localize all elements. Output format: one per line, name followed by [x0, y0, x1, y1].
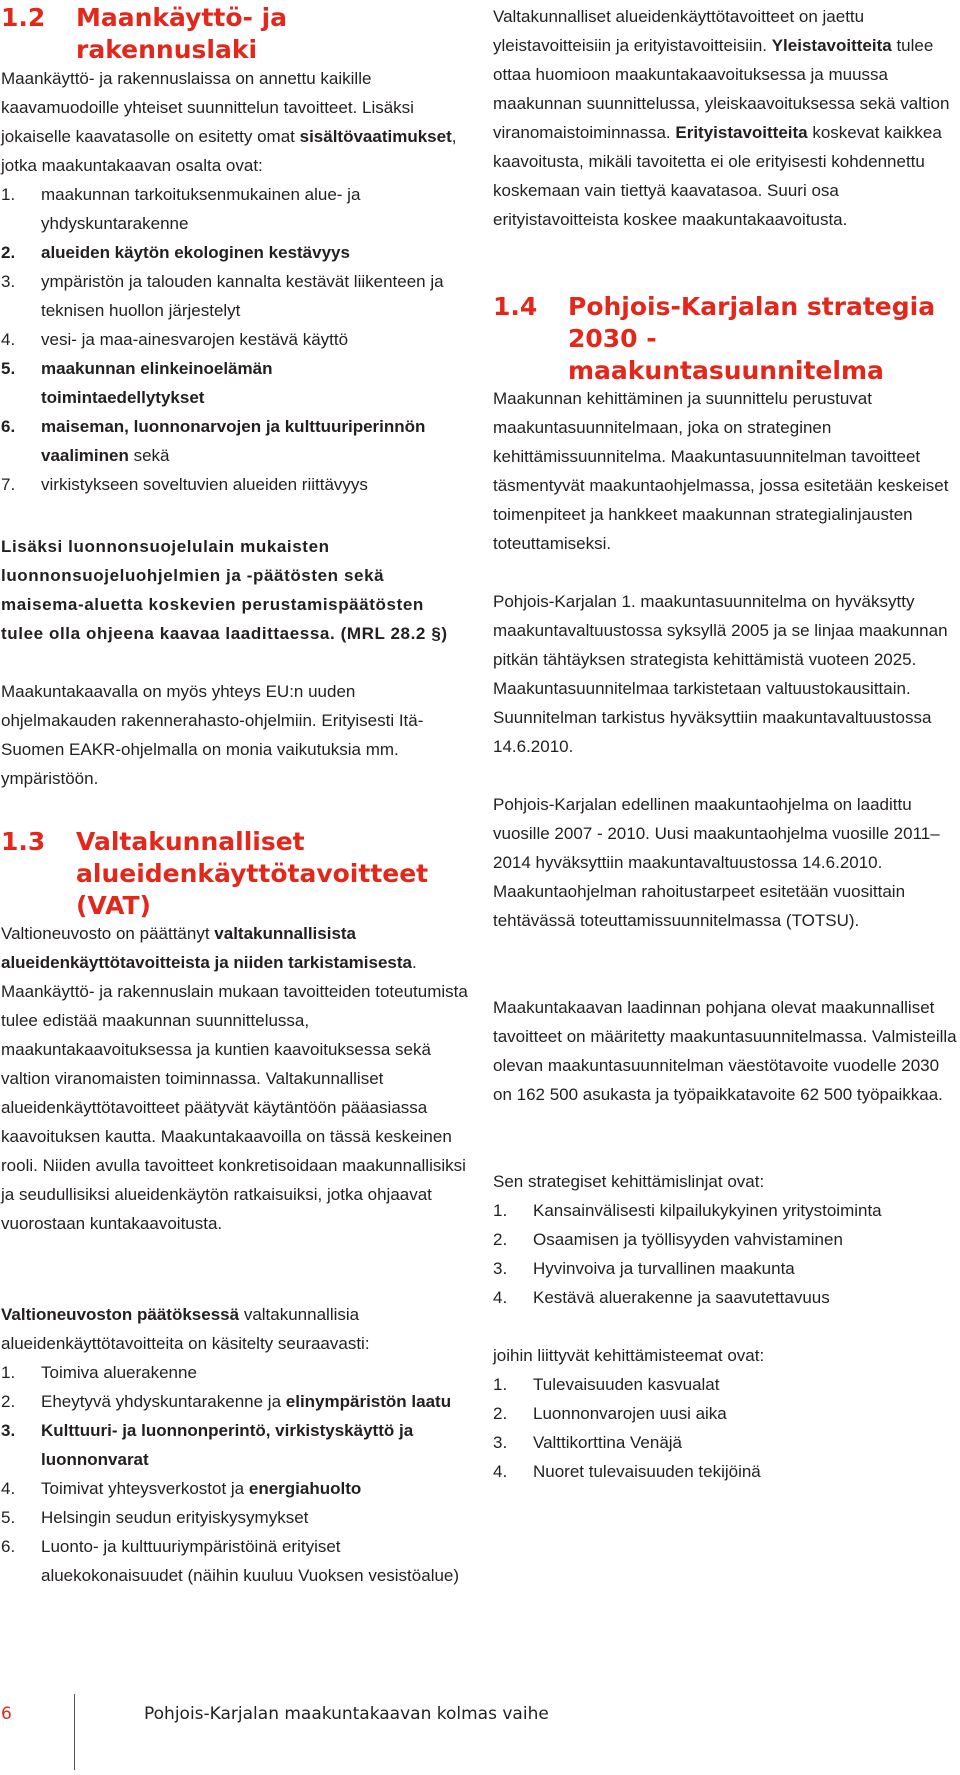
- list-text-plain: Toimivat yhteysverkostot ja: [41, 1479, 249, 1498]
- list-item: [1, 238, 451, 267]
- list-num: 1.: [493, 1375, 508, 1394]
- list-text: Helsingin seudun erityiskysymykset: [41, 1508, 309, 1527]
- eu-paragraph: Maakuntakaavalla on myös yhteys EU:n uuden ohjelmakauden rakennerahasto-ohjelmiin. Erityisesti Itä-Suomen EAKR-ohjelmalla on monia vaikutuksia mm. ympäristöön.: [1, 682, 424, 788]
- heading-number: 1.2: [1, 3, 46, 32]
- text-bold: Erityistavoitteita: [675, 123, 808, 142]
- heading-title: Pohjois-Karjalan strategia 2030 -maakuntasuunnitelma: [568, 292, 936, 385]
- list-text: maakunnan elinkeinoelämän toimintaedellytykset: [41, 359, 273, 407]
- list-item: [493, 1457, 959, 1486]
- list-item: [1, 470, 451, 499]
- list-text: [41, 1474, 461, 1503]
- list-num: 1.: [1, 1363, 16, 1382]
- list-text: Kestävä aluerakenne ja saavutettavuus: [533, 1288, 830, 1307]
- list-num: 1.: [493, 1201, 508, 1220]
- decision-paragraph: [1, 1300, 469, 1358]
- strategy-paragraph-4: Maakuntakaavan laadinnan pohjana olevat maakunnalliset tavoitteet on määritetty maakuntasuunnitelmassa. Valmisteilla olevan maakuntasuunnitelman väestötavoite vuodelle 2030 on 162 500 asukasta ja työpaikkatavoite 62 500 työpaikkaa.: [493, 998, 957, 1104]
- vat-text: Valtioneuvosto on päättänyt: [1, 924, 215, 943]
- heading-title: Valtakunnalliset alueidenkäyttötavoitteet (VAT): [76, 827, 429, 920]
- footer-title: Pohjois-Karjalan maakuntakaavan kolmas vaihe: [144, 1704, 549, 1724]
- intro-text: Maankäyttö- ja rakennuslaissa on annettu kaikille kaavamuodoille yhteiset suunnittelun tavoitteet. Lisäksi jokaiselle kaavatasolle on esitetty omat: [1, 69, 414, 146]
- list-num: 2.: [493, 1230, 508, 1249]
- text: Valtakunnalliset alueidenkäyttötavoitteet on jaettu yleistavoitteisiin ja erityistavoitteisiin.: [493, 7, 865, 55]
- list-num: 6.: [1, 417, 16, 436]
- list-text-tail: sekä: [128, 446, 170, 465]
- list-num: 7.: [1, 475, 16, 494]
- list-item: [1, 1358, 461, 1387]
- list-num: 2.: [1, 1392, 16, 1411]
- list-num: 3.: [493, 1433, 508, 1452]
- list-num: 3.: [1, 1421, 16, 1440]
- list-num: 1.: [1, 185, 16, 204]
- list-item: [493, 1399, 959, 1428]
- list-num: 2.: [493, 1404, 508, 1423]
- page-footer: [0, 1690, 960, 1775]
- list-text-bold: energiahuolto: [248, 1479, 362, 1498]
- heading-number: 1.4: [493, 292, 538, 321]
- list-item: [1, 180, 451, 238]
- strategy-paragraph-3: Pohjois-Karjalan edellinen maakuntaohjelma on laadittu vuosille 2007 - 2010. Uusi maakuntaohjelma vuosille 2011–2014 hyväksyttiin maakuntavaltuustossa 14.6.2010. Maakuntaohjelman rahoitustarpeet esitetään vuosittain tehtävässä toteuttamissuunnitelmassa (TOTSU).: [493, 795, 940, 930]
- list-text: Kulttuuri- ja luonnonperintö, virkistyskäyttö ja luonnonvarat: [41, 1421, 414, 1469]
- list-item: [493, 1196, 959, 1225]
- list-text: Toimiva aluerakenne: [41, 1363, 197, 1382]
- heading-1-2: [1, 2, 471, 66]
- decision-text: valtakunnallisia alueidenkäyttötavoitteita on käsitelty seuraavasti:: [1, 1305, 370, 1353]
- list-item: [493, 1428, 959, 1457]
- list-num: 6.: [1, 1537, 16, 1556]
- list-text: Valttikorttina Venäjä: [533, 1433, 682, 1452]
- list-text-plain: Eheytyvä yhdyskuntarakenne ja: [41, 1392, 286, 1411]
- list-num: 3.: [1, 272, 16, 291]
- strategy-paragraph-2: Pohjois-Karjalan 1. maakuntasuunnitelma on hyväksytty maakuntavaltuustossa syksyllä 2005 ja se linjaa maakunnan pitkän tähtäyksen strategista kehittämistä vuoteen 2025. Maakuntasuunnitelmaa tarkistetaan valtuustokausittain. Suunnitelman tarkistus hyväksyttiin maakuntavaltuustossa 14.6.2010.: [493, 592, 948, 756]
- list-text: maakunnan tarkoituksenmukainen alue- ja yhdyskuntarakenne: [41, 185, 361, 233]
- list-text: Hyvinvoiva ja turvallinen maakunta: [533, 1259, 795, 1278]
- footer-divider: [74, 1694, 75, 1770]
- strategy-lines-list: [493, 1196, 959, 1312]
- vat-paragraph: [1, 919, 469, 1238]
- list-num: 4.: [493, 1462, 508, 1481]
- intro-paragraph: [1, 64, 469, 180]
- list-item: [1, 1416, 461, 1474]
- list-num: 2.: [1, 243, 16, 262]
- list-item: [493, 1283, 959, 1312]
- list-item: [1, 325, 451, 354]
- list-text: Luonnonvarojen uusi aika: [533, 1404, 727, 1423]
- list-text: Tulevaisuuden kasvualat: [533, 1375, 720, 1394]
- list-text: vesi- ja maa-ainesvarojen kestävä käyttö: [41, 330, 349, 349]
- list-item: [1, 1532, 461, 1590]
- list-item: [1, 354, 451, 412]
- vat-text-end: . Maankäyttö- ja rakennuslain mukaan tavoitteiden toteutumista tulee edistää maakunnan suunnittelussa, maakuntakaavoituksessa ja kuntien kaavoituksessa sekä valtion viranomaisten toiminnassa. Valtakunnalliset alueidenkäyttötavoitteet päätyvät käytäntöön pääasiassa kaavoituksen kautta. Maakuntakaavoilla on tässä keskeinen rooli. Niiden avulla tavoitteet konkretisoidaan maakunnallisiksi ja seudullisiksi alueidenkäytön ratkaisuiksi, jotka ohjaavat vuorostaan kuntakaavoitusta.: [1, 953, 468, 1233]
- list-text: Luonto- ja kulttuuriympäristöinä erityiset aluekokonaisuudet (näihin kuuluu Vuoksen vesistöalue): [41, 1537, 460, 1585]
- list-item: [493, 1225, 959, 1254]
- heading-1-3: [1, 826, 471, 922]
- list-text-bold: maiseman, luonnonarvojen ja kulttuuriperinnön vaaliminen: [41, 417, 426, 465]
- list-text: Osaamisen ja työllisyyden vahvistaminen: [533, 1230, 843, 1249]
- vat-types-paragraph: [493, 2, 959, 234]
- list-item: [493, 1370, 959, 1399]
- strategy-lines-intro: Sen strategiset kehittämislinjat ovat:: [493, 1172, 765, 1191]
- list-text: virkistykseen soveltuvien alueiden riittävyys: [41, 475, 368, 494]
- page-number: 6: [1, 1704, 12, 1724]
- list-item: [1, 1387, 461, 1416]
- list-item: [1, 1474, 461, 1503]
- sisalto-list: [1, 180, 451, 499]
- list-num: 3.: [493, 1259, 508, 1278]
- list-item: [1, 1503, 461, 1532]
- list-text: [41, 1387, 461, 1416]
- list-item: [493, 1254, 959, 1283]
- list-num: 4.: [493, 1288, 508, 1307]
- text-bold: Yleistavoitteita: [771, 36, 892, 55]
- strategy-paragraph-1: Maakunnan kehittäminen ja suunnittelu perustuvat maakuntasuunnitelmaan, joka on strateginen kehittämissuunnitelma. Maakuntasuunnitelman tavoitteet täsmentyvät maakuntaohjelmassa, jossa esitetään keskeiset toimenpiteet ja hankkeet maakunnan strategialinjausten toteuttamiseksi.: [493, 389, 949, 553]
- heading-title: Maankäyttö- ja rakennuslaki: [76, 3, 288, 64]
- list-text-bold: elinympäristön laatu: [285, 1392, 452, 1411]
- vat-bold: valtakunnallisista alueidenkäyttötavoitteista ja niiden tarkistamisesta: [1, 924, 412, 972]
- themes-intro: joihin liittyvät kehittämisteemat ovat:: [493, 1346, 765, 1365]
- list-num: 4.: [1, 330, 16, 349]
- list-item: [1, 412, 451, 470]
- heading-1-4: [493, 291, 959, 387]
- list-num: 5.: [1, 1508, 16, 1527]
- intro-bold: sisältövaatimukset: [299, 127, 452, 146]
- text: tulee ottaa huomioon maakuntakaavoituksessa ja muussa maakunnan suunnittelussa, yleiskaavoituksessa sekä valtion viranomaistoiminnassa.: [493, 36, 950, 142]
- list-text: Nuoret tulevaisuuden tekijöinä: [533, 1462, 761, 1481]
- mrl-paragraph: Lisäksi luonnonsuojelulain mukaisten luonnonsuojeluohjelmien ja -päätösten sekä maisema-aluetta koskevien perustamispäätösten tulee olla ohjeena kaavaa laadittaessa. (MRL 28.2 §): [1, 537, 448, 643]
- intro-text-end: , jotka maakuntakaavan osalta ovat:: [1, 127, 457, 175]
- list-text: Kansainvälisesti kilpailukykyinen yritystoiminta: [533, 1201, 882, 1220]
- vat-list: [1, 1358, 461, 1590]
- heading-number: 1.3: [1, 827, 46, 856]
- list-num: 4.: [1, 1479, 16, 1498]
- list-text: alueiden käytön ekologinen kestävyys: [41, 243, 350, 262]
- text: koskevat kaikkea kaavoitusta, mikäli tavoitetta ei ole erityisesti kohdennettu koskemaan vain tiettyä kaavatasoa. Suuri osa erityistavoitteista koskee maakuntakaavoitusta.: [493, 123, 942, 229]
- decision-bold: Valtioneuvoston päätöksessä: [1, 1305, 240, 1324]
- list-text: ympäristön ja talouden kannalta kestävät liikenteen ja teknisen huollon järjestelyt: [41, 272, 444, 320]
- list-num: 5.: [1, 359, 16, 378]
- list-item: [1, 267, 451, 325]
- list-text: [41, 412, 451, 470]
- themes-list: [493, 1370, 959, 1486]
